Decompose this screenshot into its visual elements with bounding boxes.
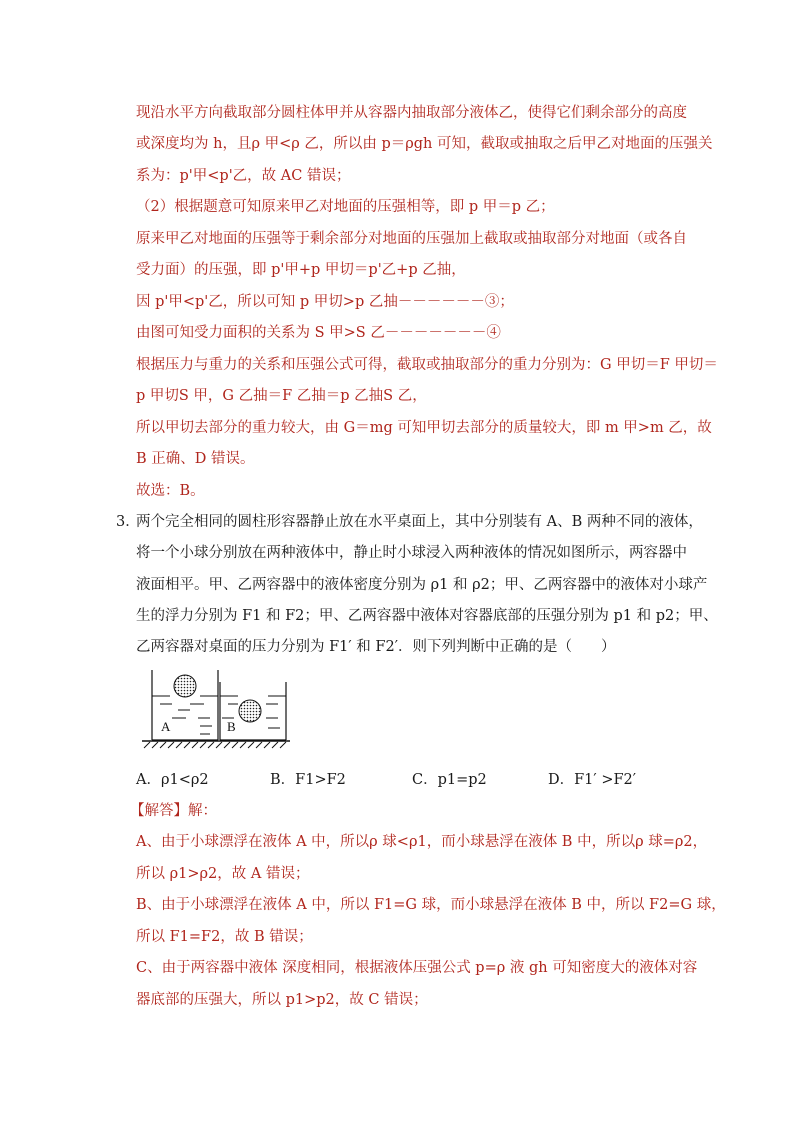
solution-line: 或深度均为 h，且ρ 甲<ρ 乙，所以由 p＝ρgh 可知，截取或抽取之后甲乙对地面的压强关 bbox=[136, 136, 713, 152]
solution-line: 因 p'甲<p'乙，所以可知 p 甲切>p 乙抽－－－－－－③； bbox=[136, 294, 514, 310]
answer-line: 所以 F1=F2，故 B 错误； bbox=[136, 929, 313, 945]
solution-line: （2）根据题意可知原来甲乙对地面的压强相等，即 p 甲＝p 乙； bbox=[136, 199, 555, 215]
answer-line: B、由于小球漂浮在液体 A 中，所以 F1=G 球，而小球悬浮在液体 B 中，所以 F2=G 球， bbox=[136, 897, 726, 913]
solution-line: p 甲切S 甲，G 乙抽＝F 乙抽＝p 乙抽S 乙， bbox=[136, 388, 427, 404]
question-number: 3． bbox=[116, 514, 140, 530]
question-line: 将一个小球分别放在两种液体中，静止时小球浸入两种液体的情况如图所示，两容器中 bbox=[136, 545, 687, 561]
question-line: 液面相平。甲、乙两容器中的液体密度分别为 ρ1 和 ρ2；甲、乙两容器中的液体对小球产 bbox=[136, 577, 708, 593]
solution-line: 系为：p'甲<p'乙，故 AC 错误； bbox=[136, 168, 351, 184]
answer-line: 器底部的压强大，所以 p1>p2，故 C 错误； bbox=[136, 992, 428, 1008]
solution-line: 由图可知受力面积的关系为 S 甲>S 乙－－－－－－－④ bbox=[136, 325, 501, 341]
label-b: B bbox=[227, 719, 236, 734]
option-a: A．ρ1<ρ2 bbox=[136, 772, 209, 788]
option-c: C．p1=p2 bbox=[412, 772, 487, 788]
solution-line: 受力面）的压强，即 p'甲+p 甲切＝p'乙+p 乙抽， bbox=[136, 262, 466, 278]
answer-line: A、由于小球漂浮在液体 A 中，所以ρ 球<ρ1，而小球悬浮在液体 B 中，所以ρ 球=ρ2， bbox=[136, 834, 708, 850]
table-surface bbox=[142, 741, 290, 748]
answer-line: 所以 ρ1>ρ2，故 A 错误； bbox=[136, 866, 310, 882]
solution-line: 所以甲切去部分的重力较大，由 G＝mg 可知甲切去部分的质量较大，即 m 甲>m 乙，故 bbox=[136, 420, 712, 436]
solution-line: 故选：B。 bbox=[136, 483, 205, 499]
question-line: 乙两容器对桌面的压力分别为 F1′ 和 F2′．则下列判断中正确的是（ ） bbox=[136, 639, 616, 655]
answer-line: C、由于两容器中液体 深度相同，根据液体压强公式 p=ρ 液 gh 可知密度大的液体对容 bbox=[136, 960, 698, 976]
solution-line: 根据压力与重力的关系和压强公式可得，截取或抽取部分的重力分别为：G 甲切＝F 甲切＝ bbox=[136, 357, 718, 373]
question-line: 两个完全相同的圆柱形容器静止放在水平桌面上，其中分别装有 A、B 两种不同的液体， bbox=[136, 514, 703, 530]
solution-line: B 正确、D 错误。 bbox=[136, 451, 255, 467]
label-a: A bbox=[161, 719, 171, 734]
solution-line: 原来甲乙对地面的压强等于剩余部分对地面的压强加上截取或抽取部分对地面（或各自 bbox=[136, 231, 687, 247]
option-b: B．F1>F2 bbox=[270, 772, 346, 788]
solution-line: 现沿水平方向截取部分圆柱体甲并从容器内抽取部分液体乙，使得它们剩余部分的高度 bbox=[136, 105, 687, 121]
containers-figure bbox=[138, 668, 293, 754]
option-d: D．F1′ >F2′ bbox=[548, 772, 637, 788]
answer-header: 【解答】解： bbox=[130, 803, 217, 819]
question-line: 生的浮力分别为 F1 和 F2；甲、乙两容器中液体对容器底部的压强分别为 p1 和 p2；甲、 bbox=[136, 608, 718, 624]
